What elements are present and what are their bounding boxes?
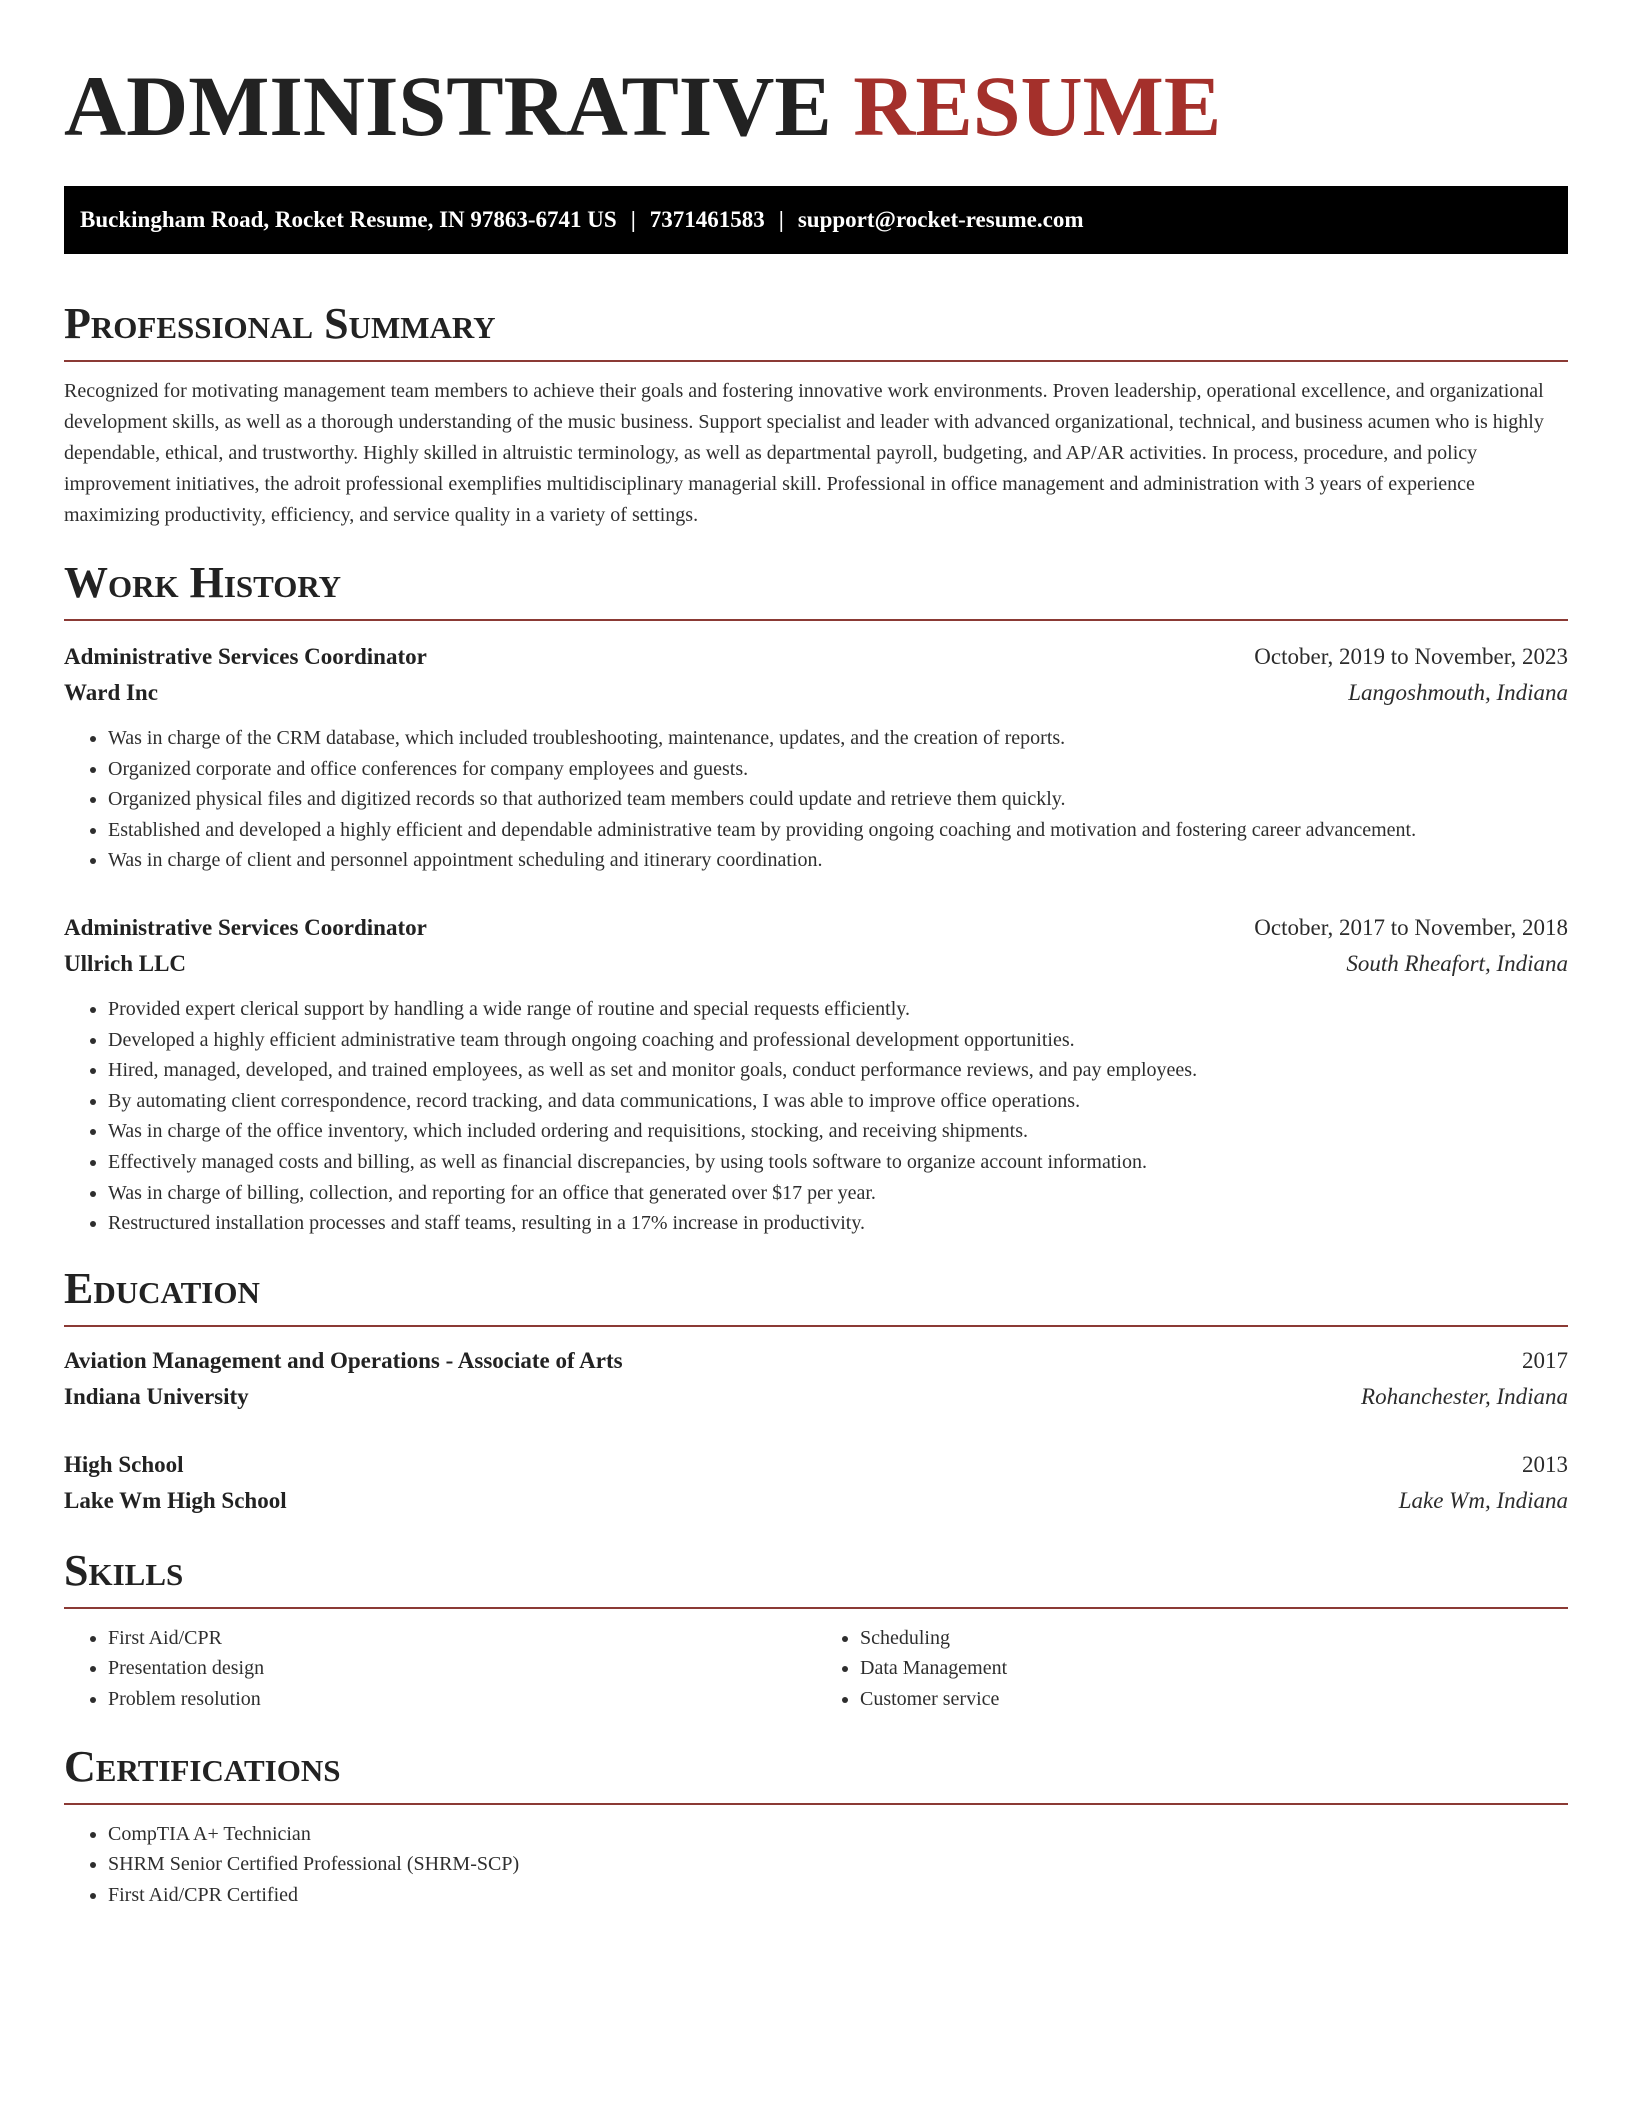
education-year: 2017	[1522, 1347, 1568, 1373]
title-main: ADMINISTRATIVE	[64, 58, 832, 154]
contact-separator: |	[778, 207, 784, 232]
list-item: • Hired, managed, developed, and trained employees, as well as set and monitor goals, conduct performance reviews, and pay employees.	[108, 1055, 1568, 1086]
list-item: • Restructured installation processes and staff teams, resulting in a 17% increase in productivity.	[108, 1208, 1568, 1239]
job-company-row	[64, 675, 1568, 711]
education-school: Lake Wm High School	[64, 1487, 287, 1513]
education-school: Indiana University	[64, 1383, 249, 1409]
contact-email: support@rocket-resume.com	[797, 207, 1084, 232]
section-heading-education: Education	[64, 1263, 1568, 1327]
section-heading-skills: Skills	[64, 1545, 1568, 1609]
job-dates: October, 2019 to November, 2023	[1254, 644, 1568, 669]
list-item: • Organized physical files and digitized records so that authorized team members could update and retrieve them quickly.	[108, 784, 1568, 815]
job-bullets	[64, 994, 1568, 1239]
contact-separator: |	[630, 207, 636, 232]
list-item: • Provided expert clerical support by handling a wide range of routine and special requests efficiently.	[108, 994, 1568, 1025]
skill-item: • Customer service	[860, 1684, 1568, 1715]
skill-item: • Data Management	[860, 1653, 1568, 1684]
job-title: Administrative Services Coordinator	[64, 914, 427, 940]
education-degree: High School	[64, 1451, 184, 1477]
job-company: Ward Inc	[64, 680, 158, 705]
skill-item: • First Aid/CPR	[108, 1623, 816, 1654]
contact-address: Buckingham Road, Rocket Resume, IN 97863-6741 US	[80, 207, 617, 232]
education-entry	[64, 1343, 1568, 1415]
skill-item: • Scheduling	[860, 1623, 1568, 1654]
job-entry	[64, 910, 1568, 1239]
list-item: • Was in charge of the office inventory, which included ordering and requisitions, stocking, and receiving shipments.	[108, 1116, 1568, 1147]
list-item: • Established and developed a highly efficient and dependable administrative team by providing ongoing coaching and motivation and fostering career advancement.	[108, 815, 1568, 846]
skills-right-column	[816, 1623, 1568, 1715]
job-title-row	[64, 639, 1568, 675]
job-location: South Rheafort, Indiana	[1346, 950, 1568, 976]
job-company: Ullrich LLC	[64, 950, 187, 976]
section-heading-summary: Professional Summary	[64, 298, 1568, 362]
title-accent: RESUME	[853, 58, 1222, 154]
skill-item: • Problem resolution	[108, 1684, 816, 1715]
job-title-row	[64, 910, 1568, 946]
job-title: Administrative Services Coordinator	[64, 644, 427, 669]
job-dates: October, 2017 to November, 2018	[1254, 914, 1568, 940]
education-school-row	[64, 1483, 1568, 1519]
section-heading-certifications: Certifications	[64, 1741, 1568, 1805]
job-entry	[64, 639, 1568, 876]
skill-item: • Presentation design	[108, 1653, 816, 1684]
education-location: Lake Wm, Indiana	[1398, 1487, 1568, 1513]
certification-item: • First Aid/CPR Certified	[108, 1880, 1568, 1911]
education-school-row	[64, 1379, 1568, 1415]
list-item: • Organized corporate and office conferences for company employees and guests.	[108, 754, 1568, 785]
education-location: Rohanchester, Indiana	[1361, 1383, 1568, 1409]
list-item: • Was in charge of client and personnel appointment scheduling and itinerary coordination.	[108, 845, 1568, 876]
education-degree: Aviation Management and Operations - Associate of Arts	[64, 1347, 623, 1373]
summary-text: Recognized for motivating management team members to achieve their goals and fostering innovative work environments. Proven leadership, operational excellence, and organizational development skills, as well as a thorough understanding of the music business. Support specialist and leader with advanced organizational, technical, and business acumen who is highly dependable, ethical, and trustworthy. Highly skilled in altruistic terminology, as well as departmental payroll, budgeting, and AP/AR activities. In process, procedure, and policy improvement initiatives, the adroit professional exemplifies multidisciplinary managerial skill. Professional in office management and administration with 3 years of experience maximizing productivity, efficiency, and service quality in a variety of settings.	[64, 380, 1544, 526]
list-item: • Was in charge of billing, collection, and reporting for an office that generated over $17 per year.	[108, 1178, 1568, 1209]
job-bullets	[64, 723, 1568, 876]
certification-item: • SHRM Senior Certified Professional (SHRM-SCP)	[108, 1849, 1568, 1880]
list-item: • By automating client correspondence, record tracking, and data communications, I was able to improve office operations.	[108, 1086, 1568, 1117]
education-entry	[64, 1447, 1568, 1519]
skills-left-column	[64, 1623, 816, 1715]
list-item: • Was in charge of the CRM database, which included troubleshooting, maintenance, updates, and the creation of reports.	[108, 723, 1568, 754]
job-location: Langoshmouth, Indiana	[1348, 680, 1568, 705]
certifications-list	[64, 1819, 1568, 1911]
section-heading-work: Work History	[64, 557, 1568, 621]
contact-bar	[64, 186, 1568, 254]
skills-columns	[64, 1623, 1568, 1715]
list-item: • Developed a highly efficient administrative team through ongoing coaching and professional development opportunities.	[108, 1025, 1568, 1056]
resume-title	[64, 56, 1568, 156]
education-degree-row	[64, 1447, 1568, 1483]
education-year: 2013	[1522, 1451, 1568, 1477]
list-item: • Effectively managed costs and billing, as well as financial discrepancies, by using tools software to organize account information.	[108, 1147, 1568, 1178]
job-company-row	[64, 946, 1568, 982]
contact-phone: 7371461583	[649, 207, 765, 232]
certification-item: • CompTIA A+ Technician	[108, 1819, 1568, 1850]
education-degree-row	[64, 1343, 1568, 1379]
